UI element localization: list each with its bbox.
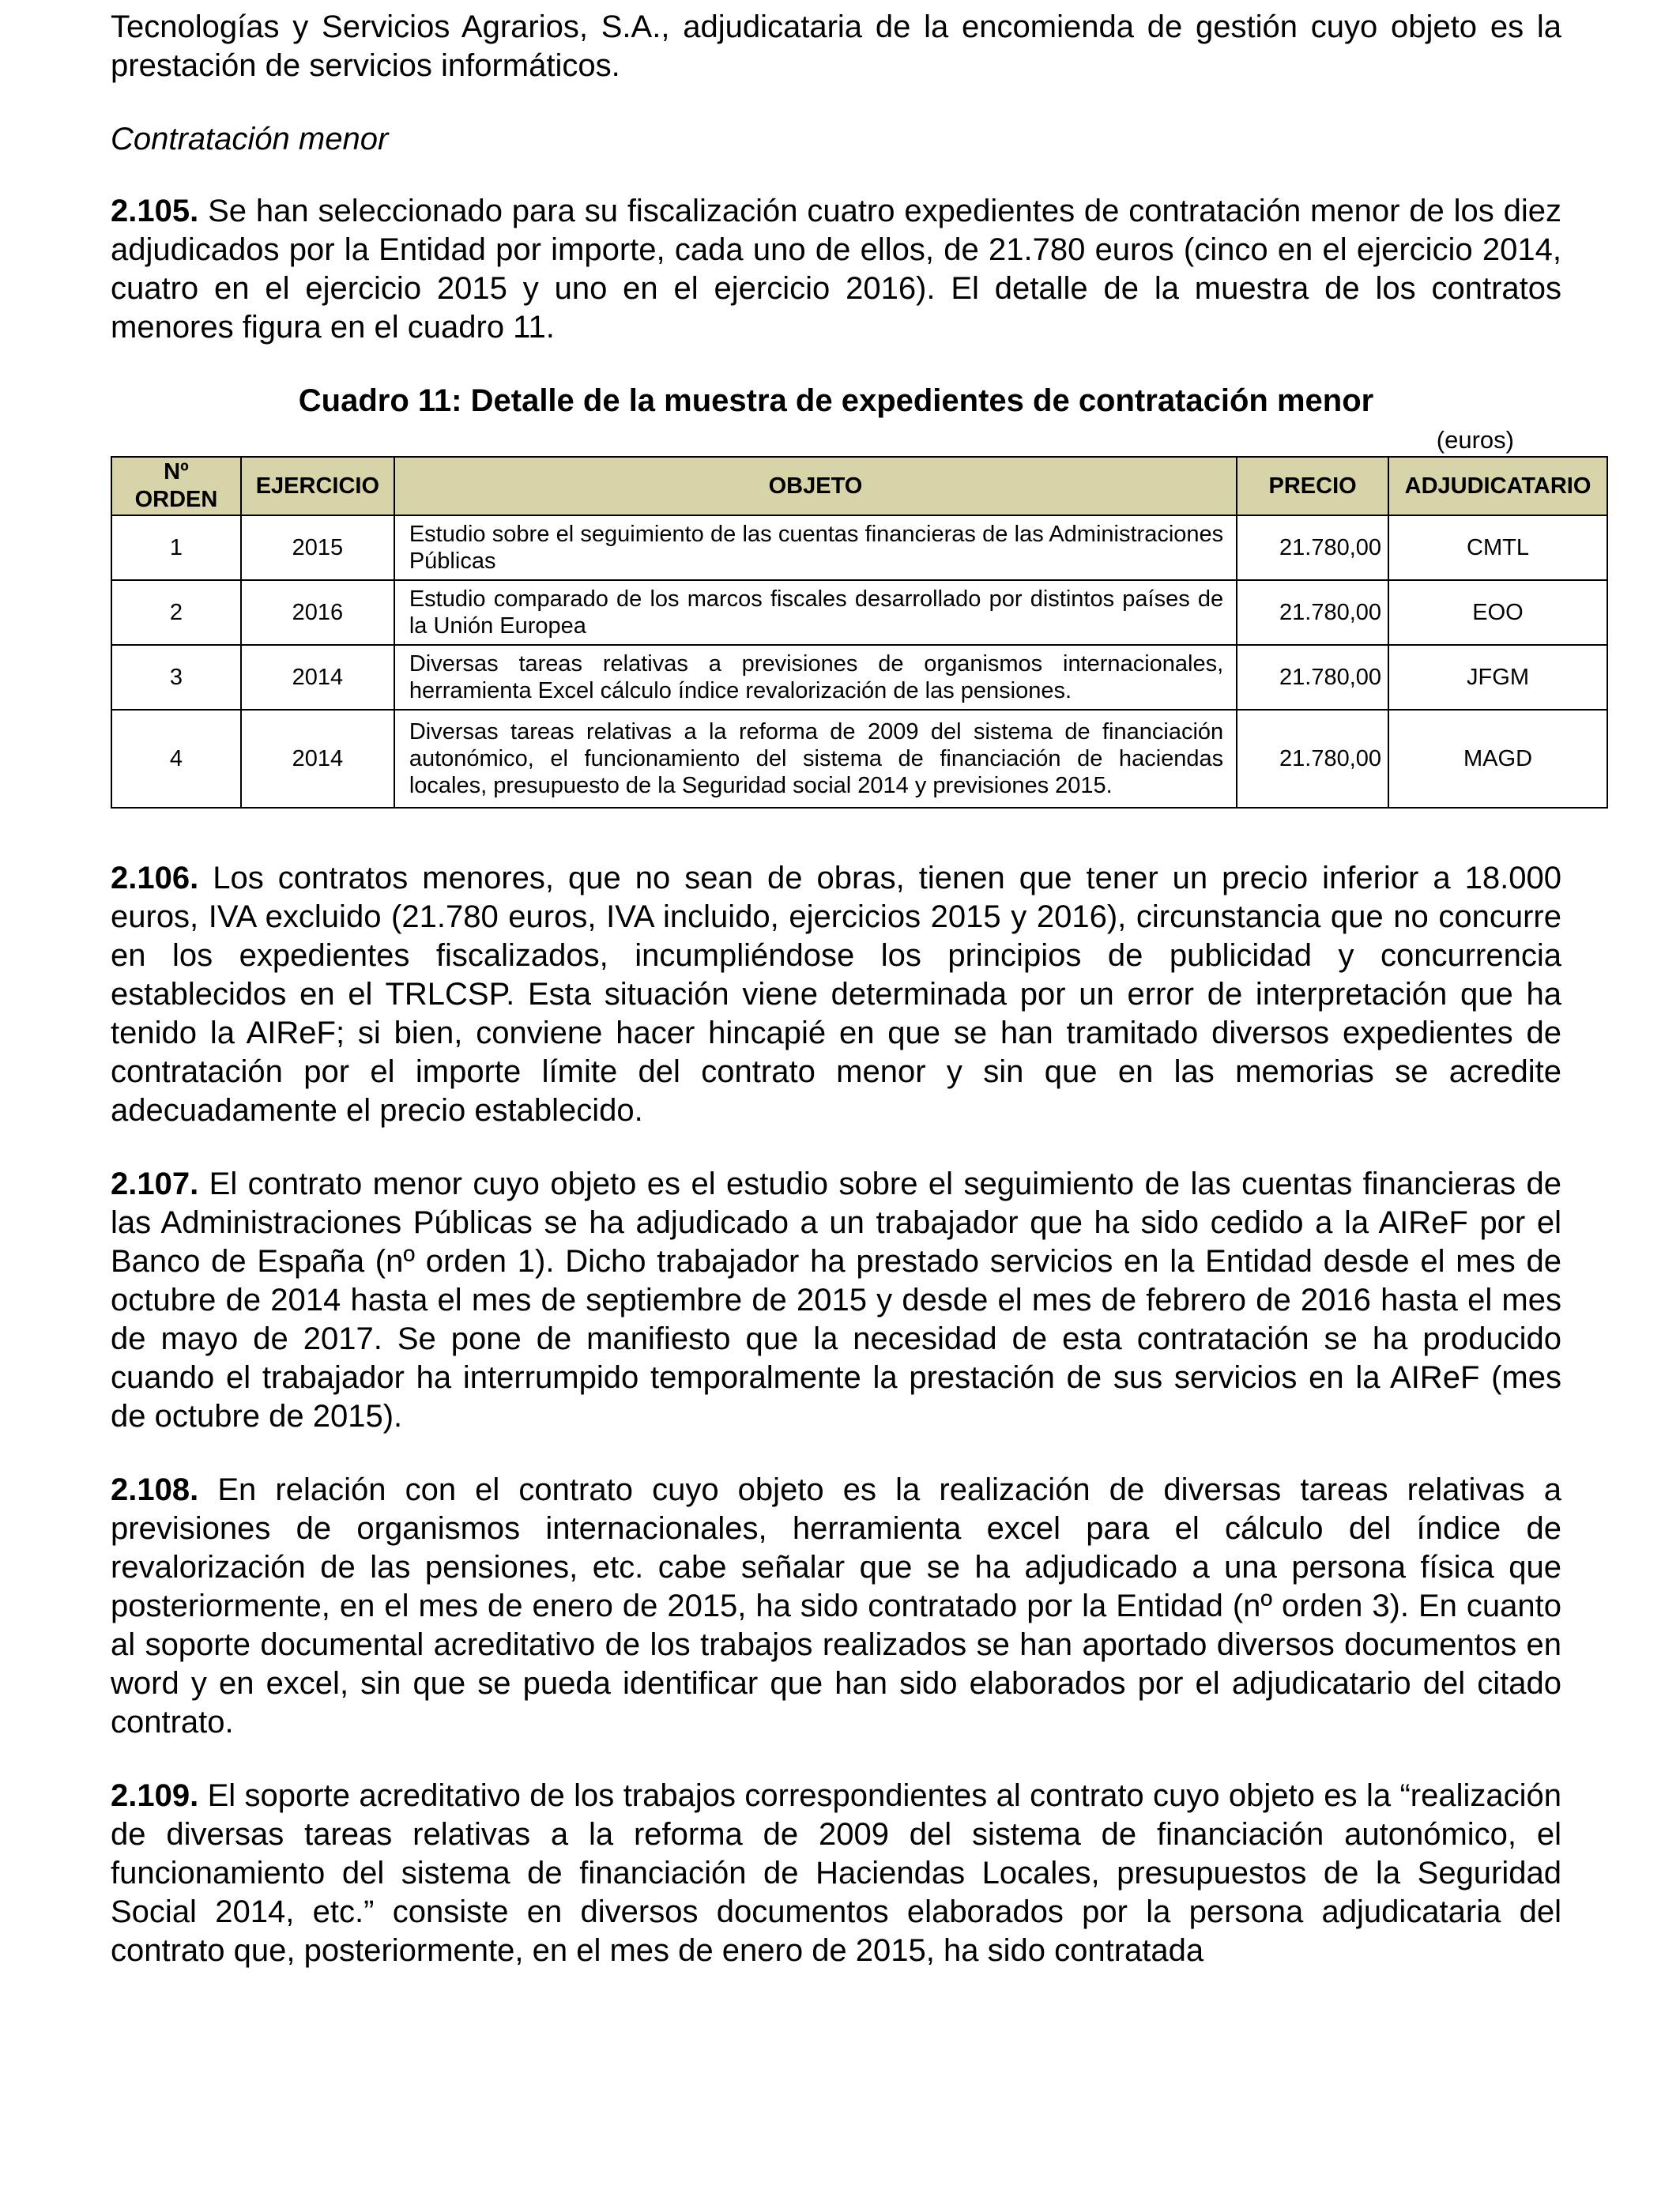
paragraph-text: Los contratos menores, que no sean de obras, tienen que tener un precio inferior a 18.000 euros, IVA excluido (21.780 euros, IVA incluido, ejercicios 2015 y 2016), circunstancia que no concurre en los expedientes fiscalizados, incumpliéndose los principios de publicidad y concurrencia establecidos en el TRLCSP. Esta situación viene determinada por un error de interpretación que ha tenido la AIReF; si bien, conviene hacer hincapié en que se han tramitado diversos expedientes de contratación por el importe límite del contrato menor y sin que en las memorias se acredite adecuadamente el precio establecido.: [111, 861, 1561, 1128]
contracts-table: [111, 456, 1608, 809]
paragraph-text: Se han seleccionado para su fiscalización cuatro expedientes de contratación menor de los diez adjudicados por la Entidad por importe, cada uno de ellos, de 21.780 euros (cinco en el ejercicio 2014, cuatro en el ejercicio 2015 y uno en el ejercicio 2016). El detalle de la muestra de los contratos menores figura en el cuadro 11.: [111, 194, 1561, 345]
paragraph-2106: [111, 859, 1561, 1130]
header-orden-line1: Nº: [164, 459, 189, 484]
cell-adjudicatario: EOO: [1388, 580, 1607, 645]
cell-orden: 3: [111, 645, 241, 710]
cell-precio: 21.780,00: [1237, 645, 1388, 710]
paragraph-number: 2.105.: [111, 194, 199, 228]
paragraph-text: El soporte acreditativo de los trabajos correspondientes al contrato cuyo objeto es la “realización de diversas tareas relativas a la reforma de 2009 del sistema de financiación autonómico, el funcionamiento del sistema de financiación de Haciendas Locales, presupuestos de la Seguridad Social 2014, etc.” consiste en diversos documentos elaborados por la persona adjudicataria del contrato que, posteriormente, en el mes de enero de 2015, ha sido contratada: [111, 1778, 1561, 1968]
cell-precio: 21.780,00: [1237, 580, 1388, 645]
cell-adjudicatario: CMTL: [1388, 515, 1607, 580]
paragraph-2107: [111, 1165, 1561, 1436]
paragraph-number: 2.109.: [111, 1778, 199, 1813]
header-ejercicio: EJERCICIO: [241, 457, 394, 515]
table-row: [111, 515, 1607, 580]
header-objeto: OBJETO: [394, 457, 1237, 515]
paragraph-2109: [111, 1777, 1561, 1970]
paragraph-2108: [111, 1471, 1561, 1742]
cell-objeto: Diversas tareas relativas a la reforma de 2009 del sistema de financiación autonómico, el funcionamiento del sistema de financiación de haciendas locales, presupuesto de la Seguridad social 2014 y previsiones 2015.: [394, 710, 1237, 808]
paragraph-text: En relación con el contrato cuyo objeto es la realización de diversas tareas relativas a previsiones de organismos internacionales, herramienta excel para el cálculo del índice de revalorización de las pensiones, etc. cabe señalar que se ha adjudicado a una persona física que posteriormente, en el mes de enero de 2015, ha sido contratado por la Entidad (nº orden 3). En cuanto al soporte documental acreditativo de los trabajos realizados se han aportado diversos documentos en word y en excel, sin que se pueda identificar que han sido elaborados por el adjudicatario del citado contrato.: [111, 1472, 1561, 1740]
header-orden-line2: ORDEN: [134, 487, 218, 512]
intro-paragraph: Tecnologías y Servicios Agrarios, S.A., adjudicataria de la encomienda de gestión cuyo objeto es la prestación de servicios informáticos.: [111, 9, 1561, 83]
cell-adjudicatario: MAGD: [1388, 710, 1607, 808]
cell-objeto: Estudio comparado de los marcos fiscales desarrollado por distintos países de la Unión Europea: [394, 580, 1237, 645]
paragraph-number: 2.106.: [111, 861, 199, 895]
section-heading: Contratación menor: [111, 122, 389, 156]
cell-precio: 21.780,00: [1237, 710, 1388, 808]
paragraph-text: El contrato menor cuyo objeto es el estudio sobre el seguimiento de las cuentas financieras de las Administraciones Públicas se ha adjudicado a un trabajador que ha sido cedido a la AIReF por el Banco de España (nº orden 1). Dicho trabajador ha prestado servicios en la Entidad desde el mes de octubre de 2014 hasta el mes de septiembre de 2015 y desde el mes de febrero de 2016 hasta el mes de mayo de 2017. Se pone de manifiesto que la necesidad de esta contratación se ha producido cuando el trabajador ha interrumpido temporalmente la prestación de sus servicios en la AIReF (mes de octubre de 2015).: [111, 1167, 1561, 1434]
cell-ejercicio: 2014: [241, 645, 394, 710]
table-title: Cuadro 11: Detalle de la muestra de expedientes de contratación menor: [298, 383, 1374, 418]
table-row: [111, 645, 1607, 710]
header-precio: PRECIO: [1237, 457, 1388, 515]
cell-orden: 1: [111, 515, 241, 580]
cell-objeto: Estudio sobre el seguimiento de las cuentas financieras de las Administraciones Públicas: [394, 515, 1237, 580]
cell-ejercicio: 2016: [241, 580, 394, 645]
paragraph-2105: [111, 192, 1561, 347]
paragraph-number: 2.107.: [111, 1167, 199, 1201]
paragraph-number: 2.108.: [111, 1472, 199, 1507]
cell-orden: 4: [111, 710, 241, 808]
cell-ejercicio: 2015: [241, 515, 394, 580]
cell-precio: 21.780,00: [1237, 515, 1388, 580]
cell-adjudicatario: JFGM: [1388, 645, 1607, 710]
cell-objeto: Diversas tareas relativas a previsiones de organismos internacionales, herramienta Excel cálculo índice revalorización de las pensiones.: [394, 645, 1237, 710]
table-row: [111, 580, 1607, 645]
header-orden: [111, 457, 241, 515]
document-page: [111, 8, 1591, 1970]
cell-orden: 2: [111, 580, 241, 645]
header-adjudicatario: ADJUDICATARIO: [1388, 457, 1607, 515]
cell-ejercicio: 2014: [241, 710, 394, 808]
table-row: [111, 710, 1607, 808]
table-header-row: [111, 457, 1607, 515]
table-units: (euros): [1436, 426, 1514, 454]
